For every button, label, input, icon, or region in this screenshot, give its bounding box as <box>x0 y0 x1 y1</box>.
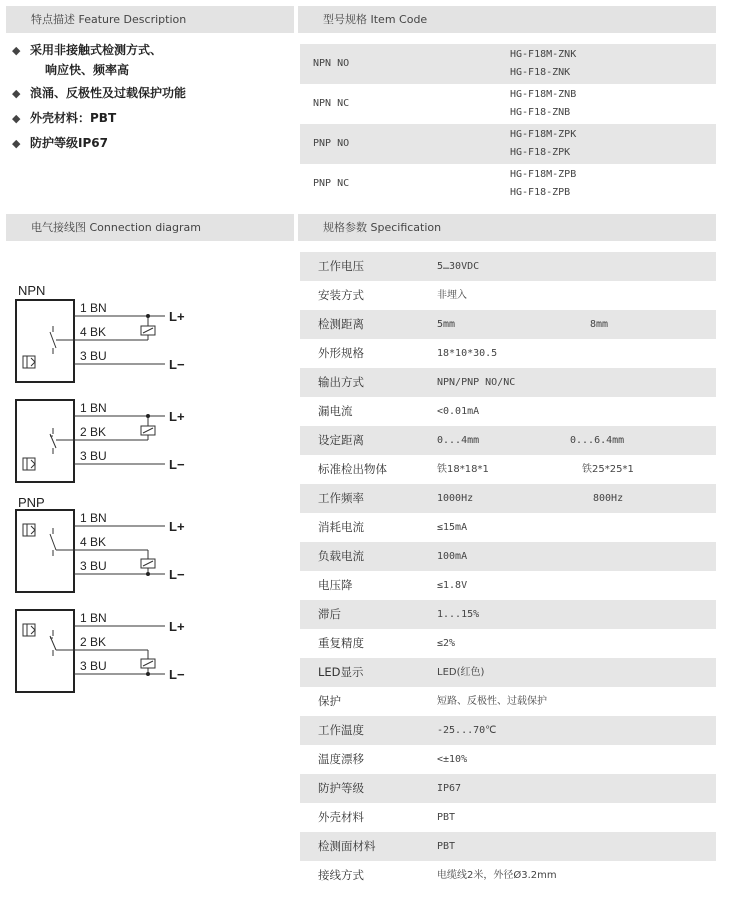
wiring-diagram-npn-nc <box>16 400 185 482</box>
svg-text:1 BN: 1 BN <box>80 401 107 415</box>
svg-text:L+: L+ <box>169 619 185 634</box>
pnp-label: PNP <box>18 495 45 510</box>
spec-row: 保护 短路、反极性、过载保护 <box>318 694 547 708</box>
spec-row: 漏电流 <0.01mA <box>318 404 480 418</box>
spec-row: 外形规格 18*10*30.5 <box>318 346 498 360</box>
wiring-diagram-npn-no <box>16 300 185 382</box>
diamond-bullet-icon: ◆ <box>12 44 21 57</box>
item-code-row: NPN NC HG-F18M-ZNB HG-F18-ZNB <box>313 89 577 118</box>
svg-text:1 BN: 1 BN <box>80 511 107 525</box>
features-header <box>6 6 294 33</box>
svg-text:2 BK: 2 BK <box>80 635 107 649</box>
item-code-header-title: 型号规格 Item Code <box>323 13 428 26</box>
svg-text:3 BU: 3 BU <box>80 559 107 573</box>
spec-row: 工作电压 5…30VDC <box>300 252 716 281</box>
svg-text:L−: L− <box>169 567 185 582</box>
svg-text:2 BK: 2 BK <box>80 425 107 439</box>
svg-text:L−: L− <box>169 457 185 472</box>
connection-header-title: 电气接线图 Connection diagram <box>31 221 201 234</box>
svg-text:4 BK: 4 BK <box>80 325 107 339</box>
feature-item-continuation: 响应快、频率高 <box>45 63 130 77</box>
spec-row: 电压降 ≤1.8V <box>318 578 468 592</box>
diamond-bullet-icon: ◆ <box>12 87 21 100</box>
item-code-row: PNP NO HG-F18M-ZPK HG-F18-ZPK <box>300 124 716 164</box>
svg-text:1 BN: 1 BN <box>80 301 107 315</box>
wiring-diagram-pnp-nc <box>16 610 185 692</box>
spec-row: 消耗电流 ≤15mA <box>318 520 468 534</box>
spec-row: 负载电流 100mA <box>300 542 716 571</box>
svg-text:4 BK: 4 BK <box>80 535 107 549</box>
item-code-header <box>298 6 716 33</box>
connection-header <box>6 214 294 241</box>
spec-row: 防护等级 IP67 <box>300 774 716 803</box>
spec-row: 安装方式 非埋入 <box>318 288 467 302</box>
spec-row: 设定距离 0...4mm 0...6.4mm <box>300 426 716 455</box>
diamond-bullet-icon: ◆ <box>12 137 21 150</box>
svg-text:L+: L+ <box>169 409 185 424</box>
spec-row: 输出方式 NPN/PNP NO/NC <box>300 368 716 397</box>
svg-text:1 BN: 1 BN <box>80 611 107 625</box>
feature-item: ◆ 外壳材料：PBT <box>12 111 117 125</box>
svg-text:L−: L− <box>169 667 185 682</box>
item-code-row: NPN NO HG-F18M-ZNK HG-F18-ZNK <box>300 44 716 84</box>
spec-row: 检测距离 5mm 8mm <box>300 310 716 339</box>
feature-item: ◆ 浪涌、反极性及过载保护功能 <box>12 86 187 100</box>
specification-header-title: 规格参数 Specification <box>323 221 442 234</box>
spec-row: 接线方式 电缆线2米，外径Ø3.2mm <box>318 868 557 882</box>
specification-header <box>298 214 716 241</box>
svg-text:L+: L+ <box>169 309 185 324</box>
wiring-diagrams <box>0 270 300 700</box>
spec-row: 滞后 1...15% <box>300 600 716 629</box>
svg-text:3 BU: 3 BU <box>80 659 107 673</box>
spec-row: 检测面材料 PBT <box>300 832 716 861</box>
svg-text:L−: L− <box>169 357 185 372</box>
svg-text:3 BU: 3 BU <box>80 449 107 463</box>
spec-row: 工作温度 -25...70℃ <box>300 716 716 745</box>
feature-item: ◆ 防护等级IP67 <box>12 136 108 150</box>
item-code-row: PNP NC HG-F18M-ZPB HG-F18-ZPB <box>313 169 577 198</box>
spec-row: 外壳材料 PBT <box>318 810 456 824</box>
spec-row: 工作频率 1000Hz 800Hz <box>300 484 716 513</box>
svg-text:L+: L+ <box>169 519 185 534</box>
spec-row: 标准检出物体 铁18*18*1 铁25*25*1 <box>318 462 634 476</box>
spec-row: 重复精度 ≤2% <box>318 636 456 650</box>
wiring-diagram-pnp-no <box>16 510 185 592</box>
spec-row: LED显示 LED(红色) <box>300 658 716 687</box>
diamond-bullet-icon: ◆ <box>12 112 21 125</box>
svg-text:3 BU: 3 BU <box>80 349 107 363</box>
features-header-title: 特点描述 Feature Description <box>31 13 187 26</box>
spec-row: 温度漂移 <±10% <box>318 752 468 766</box>
feature-item: ◆ 采用非接触式检测方式、 <box>12 43 163 57</box>
npn-label: NPN <box>18 283 46 298</box>
